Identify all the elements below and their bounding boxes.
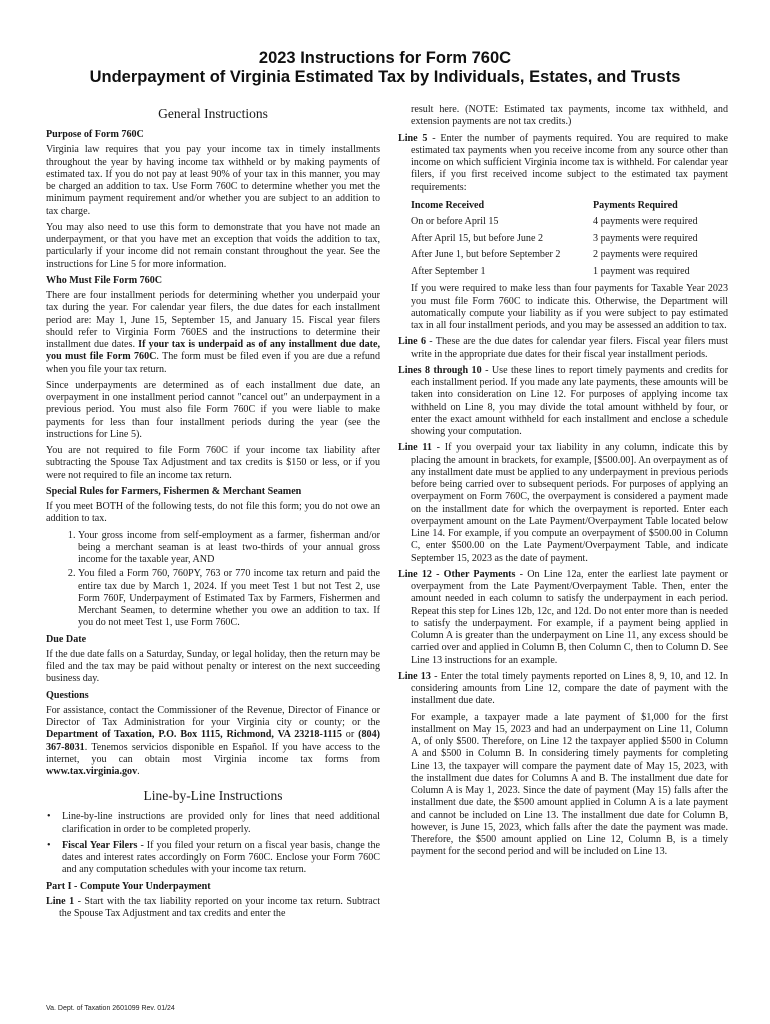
line6-label: Line 6 xyxy=(398,336,426,348)
line13-example-paragraph: For example, a taxpayer made a late payment of $1,000 for the first installment on May 15, 2023 and had an underpayment on Line 11, Column A, of only $500. Therefore, on Line 12 the taxpayer applied $500 in Column A and $500 in Column B. In considering timely payments for completing Line 13, the taxpayer will compare the payment date of May 15, 2023, with the installment due dates for Columns A and B. The installment due date for Column A is May 1, 2023. Since the date of payment (May 15) falls after the installment due date, the $500 amount applied in Column A is a late payment and cannot be included on Line 13. The installment due date for Column B, however, is June 15, 2023, which falls after the date the payment was made. Therefore, the $500 amount applied on Line 12, Column B, is a timely payment for the second period and will be included on Line 13. xyxy=(411,711,728,858)
line5-paragraph xyxy=(398,133,728,194)
line1-continued: result here. (NOTE: Estimated tax payments, income tax withheld, and extension payments are not tax credits.) xyxy=(411,104,728,128)
bullet-2-text: - If you filed your return on a fiscal year basis, change the dates and interest rates accordingly on Form 760C. Enclose your Form 760C and any computation schedules with your income tax return. xyxy=(62,839,380,876)
table-cell: 4 payments were required xyxy=(593,216,698,228)
who-paragraph-1 xyxy=(46,290,380,376)
questions-heading: Questions xyxy=(46,689,89,701)
table-cell: 3 payments were required xyxy=(593,232,698,244)
bullet-1-text: Line-by-line instructions are provided only for lines that need additional clarification in order to be completed properly. xyxy=(62,811,380,835)
line13-label: Line 13 xyxy=(398,670,431,682)
bullet-2-label: Fiscal Year Filers xyxy=(62,839,138,851)
questions-website: www.tax.virginia.gov xyxy=(46,766,138,777)
special-test-2: 2. You filed a Form 760, 760PY, 763 or 770 income tax return and paid the entire tax due by March 1, 2024. If you meet Test 1 but not Test 2, use Form 760F, Underpayment of Estimated Tax by Farmers, Fishermen and Merchant Seamen, to determine whether you owe an addition to tax. If you do not meet Test 1, use Form 760C. xyxy=(78,568,380,629)
line5-label: Line 5 xyxy=(398,132,428,144)
form-title: 2023 Instructions for Form 760C xyxy=(258,49,512,67)
line6-paragraph xyxy=(398,336,728,361)
line1-label: Line 1 xyxy=(46,895,75,907)
who-p1-text-a: There are four installment periods for determining whether you underpaid your tax during the year. For calendar year filers, the due dates for each installment period are: May 1, June 15, September 15, and January 15. Fiscal year filers should refer to Virginia Form 760ES and the instructions to determine their installment due dates. xyxy=(46,290,380,350)
line1-text: - Start with the tax liability reported on your income tax return. Subtract the Spouse Tax Adjustment and tax credits and enter the xyxy=(59,895,381,919)
table-row xyxy=(411,231,698,248)
special-rules-heading: Special Rules for Farmers, Fishermen & Merchant Seamen xyxy=(46,485,302,497)
line13-text: - Enter the total timely payments reported on Lines 8, 9, 10, and 12. In considering amounts from Line 12, compare the date of payment with the installment due date. xyxy=(411,670,728,707)
form-subtitle: Underpayment of Virginia Estimated Tax by Individuals, Estates, and Trusts xyxy=(89,68,681,86)
table-cell: 2 payments were required xyxy=(593,249,698,261)
line5-after-paragraph: If you were required to make less than four payments for Taxable Year 2023 you must file Form 760C to indicate this. Otherwise, the Department will automatically compute your liability as if you were subject to pay estimated tax in all four installment periods, and you may be assessed an addition to tax. xyxy=(411,283,728,331)
special-tests-list xyxy=(46,530,380,630)
table-header-row xyxy=(411,198,698,215)
table-row xyxy=(411,247,698,264)
table-cell: After September 1 xyxy=(411,265,486,277)
purpose-heading: Purpose of Form 760C xyxy=(46,129,144,140)
questions-text-a: For assistance, contact the Commissioner of the Revenue, Director of Finance or Director of Tax Administration for your Virginia city or county; or the xyxy=(46,704,380,728)
questions-address: Department of Taxation, P.O. Box 1115, Richmond, VA 23218-1115 xyxy=(46,729,342,741)
payments-table xyxy=(411,198,698,281)
line13-paragraph xyxy=(398,671,728,708)
line1-paragraph xyxy=(46,896,380,921)
payments-required-header: Payments Required xyxy=(593,199,678,211)
line11-text: - If you overpaid your tax liability in any column, indicate this by placing the amount in brackets, for example, [$500.00]. An overpayment as of any installment date must be applied to any underpayment in previous periods before being carried over to subsequent periods. For purposes of applying an overpayment on Form 760C, the overpayment is considered a payment made on the installment date for which the overpayment is reported. Enter each overpayment amount on the Late Payment/Overpayment Table located below Line 14. For example, if you compute an overpayment of $500.00 in Column C, enter $500.00 on the Late Payment/Overpayment Table, and indicate September 15, 2023 as the date of payment. xyxy=(411,442,728,564)
line12-paragraph xyxy=(398,569,728,667)
questions-text-c: . Tenemos servicios disponible en Español. If you have access to the internet, you can obtain most Virginia income tax forms from xyxy=(46,741,380,765)
special-paragraph-1: If you meet BOTH of the following tests, do not file this form; you do not owe an addition to tax. xyxy=(46,501,380,525)
general-instructions-heading: General Instructions xyxy=(158,106,268,121)
who-p1-text-c: . The form must be filed even if you are due a refund when you file your tax return. xyxy=(46,351,381,375)
lines8-10-paragraph xyxy=(398,365,728,439)
lines8-10-label: Lines 8 through 10 xyxy=(398,364,482,376)
right-column xyxy=(398,104,728,863)
line11-label: Line 11 xyxy=(398,442,432,454)
part1-heading: Part I - Compute Your Underpayment xyxy=(46,880,211,892)
table-cell: 1 payment was required xyxy=(593,265,690,277)
table-row xyxy=(411,214,698,231)
left-column xyxy=(46,104,380,924)
who-paragraph-2: Since underpayments are determined as of each installment due date, an overpayment in one installment period cannot "cancel out" an underpayment in a previous period. You must also file Form 760C if you were liable to make payments for less than four installment periods during the year (see the instructions for Line 5). xyxy=(46,379,380,440)
questions-phone: (804) 367-8031 xyxy=(46,729,380,753)
who-paragraph-3: You are not required to file Form 760C if your income tax liability after subtracting the Spouse Tax Adjustment and tax credits is $150 or less, or if you were not required to file an income tax return. xyxy=(46,445,380,481)
income-received-header: Income Received xyxy=(411,199,485,211)
line11-paragraph xyxy=(398,442,728,565)
questions-text-d: . xyxy=(137,766,140,777)
table-row xyxy=(411,264,698,281)
bullet-icon: • xyxy=(47,811,51,823)
table-cell: On or before April 15 xyxy=(411,216,499,228)
page-footer: Va. Dept. of Taxation 2601099 Rev. 01/24 xyxy=(46,1005,175,1012)
bullet-icon: • xyxy=(47,839,51,851)
line12-label: Line 12 - Other Payments xyxy=(398,568,516,580)
lines8-10-text: - Use these lines to report timely payments and credits for each installment period. If you made any late payments, these amounts will be taken into consideration on Line 12. For purposes of applying income tax withheld on Line 8, you may divide the total amount withheld by four, or enter the exact amount withheld for each installment and enclose a schedule showing your computation. xyxy=(411,364,729,437)
purpose-paragraph-2: You may also need to use this form to demonstrate that you have not made an underpayment, or that you have met an exception that voids the addition to tax, particularly if your income did not remain constant throughout the year. See the instructions for Line 5 for more information. xyxy=(46,221,380,270)
due-date-paragraph: If the due date falls on a Saturday, Sunday, or legal holiday, then the return may be filed and the tax may be paid without penalty or interest on the next succeeding business day. xyxy=(46,648,380,685)
questions-paragraph xyxy=(46,705,380,779)
who-must-file-heading: Who Must File Form 760C xyxy=(46,274,163,286)
due-date-heading: Due Date xyxy=(46,633,87,645)
special-test-1: 1. Your gross income from self-employment as a farmer, fisherman and/or being a merchant seaman is at least two-thirds of your annual gross income for the taxable year, AND xyxy=(78,530,380,567)
line-by-line-heading: Line-by-Line Instructions xyxy=(143,788,283,804)
line5-text: - Enter the number of payments required. You are required to make estimated tax payments when you receive income from any source other than income on which sufficient Virginia income tax is withheld. For calendar year filers, if you first received income subject to the estimated tax payment requirements: xyxy=(411,132,728,193)
questions-text-b: or xyxy=(341,729,359,741)
table-cell: After April 15, but before June 2 xyxy=(411,232,544,244)
who-p1-bold: If your tax is underpaid as of any installment due date, you must file Form 760C xyxy=(46,339,381,363)
bullet-item-1 xyxy=(47,811,380,836)
purpose-paragraph-1: Virginia law requires that you pay your income tax in timely installments throughout the year by having income tax withheld or by making payments of estimated tax. If you do not pay at least 90% of your tax in this manner, you may be charged an addition to tax. Use Form 760C to determine whether you met the minimum payment requirement and/or whether you are subject to an addition to tax charge. xyxy=(46,144,380,217)
line12-text: - On Line 12a, enter the earliest late payment or overpayment from the Late Payment/Overpayment Table. Then, enter the amount needed in each column to satisfy the underpayment in each period. Repeat this step for Lines 12b, 12c, and 12d. Do not enter more than is needed to satisfy the underpayment. For example, if a payment being applied in Column A is greater than the underpayment on Line 11, any excess should be carried over and applied in Column B, then Column C, then to Column D. See Line 13 instructions for an example. xyxy=(411,568,728,666)
bullet-item-2 xyxy=(47,839,380,877)
table-cell: After June 1, but before September 2 xyxy=(411,249,561,261)
line6-text: - These are the due dates for calendar year filers. Fiscal year filers must write in the appropriate due dates for their fiscal year installment periods. xyxy=(411,336,728,360)
line-by-line-bullets xyxy=(46,811,380,876)
